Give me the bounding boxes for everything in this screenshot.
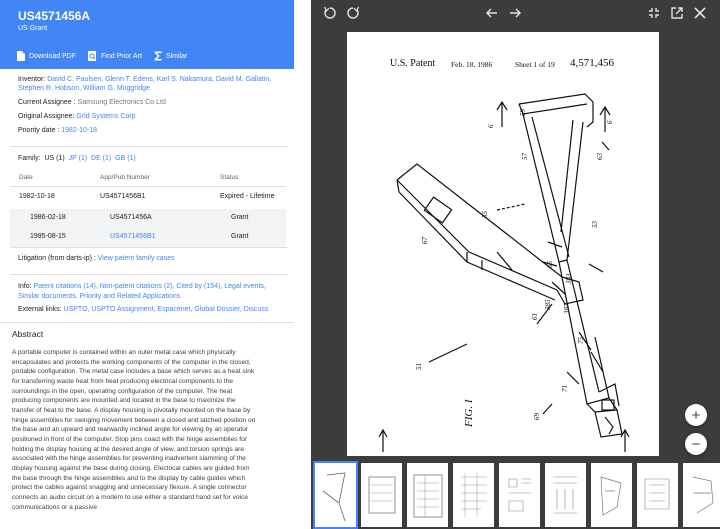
assignee-value: Samsung Electronics Co Ltd bbox=[77, 99, 166, 106]
svg-text:59: 59 bbox=[519, 109, 527, 116]
patent-figure-drawing bbox=[347, 32, 659, 456]
row-number: US4571456A bbox=[110, 214, 152, 221]
family-us: US (1) bbox=[44, 155, 65, 162]
family-jp-link[interactable]: JP (1) bbox=[68, 155, 88, 162]
svg-text:63: 63 bbox=[596, 153, 604, 160]
abstract-text: A portable computer is contained within an outer metal case which physically encapsulates and protects the working components of the computer in the closed, portable configuration. The metal case includes a base which serves as a heat sink for transferring waste heat from heat producing electrical components to the surroundings in the open, operating configuration of the computer. The heat producing components are mounted and located in the base to maximize the transfer of heat to the base. A display housing is pivotally mounted on the base by hinge assemblies for swinging movement between a closed and latched position on the base and an upward and rearwardly inclined angle for viewing by an operator positioned in front of the computer. Stop pins coact with the hinge assemblies for holding the display housing at the desired angle of view, and torsion springs are associated with the hinge assemblies for preventing inadvertent slamming of the display housing against the base during closing. Electrical cables are guided from the base through the hinge assemblies and to the display by cable guides which protect the cables against snagging and unnecessary flexure. A single connector connects an audio circuit on a modem to use either a standard hand set for voice communications or a passive bbox=[12, 349, 256, 511]
info-label: Info: bbox=[18, 283, 32, 290]
litigation-link[interactable]: View patent family cases bbox=[97, 255, 175, 262]
svg-text:387: 387 bbox=[563, 303, 571, 314]
row-date: 1995-08-15 bbox=[30, 233, 66, 240]
row-number-link[interactable]: US4571456B1 bbox=[110, 233, 156, 240]
exit-fullscreen-icon[interactable] bbox=[647, 6, 661, 20]
page-thumbnail[interactable] bbox=[407, 463, 448, 527]
drawing-date: Feb. 18, 1986 bbox=[451, 60, 493, 69]
patent-kind: US Grant bbox=[18, 25, 48, 32]
row-status: Expired - Lifetime bbox=[220, 193, 275, 200]
svg-text:65: 65 bbox=[546, 261, 554, 268]
svg-text:61: 61 bbox=[531, 313, 539, 320]
row-date: 1986-02-18 bbox=[30, 214, 66, 221]
litigation-row bbox=[18, 255, 175, 262]
svg-text:51: 51 bbox=[415, 363, 423, 370]
action-bar bbox=[0, 45, 294, 67]
row-status: Grant bbox=[231, 233, 249, 240]
original-assignee-row bbox=[0, 107, 294, 121]
page-thumbnail[interactable] bbox=[545, 463, 586, 527]
page-thumbnail[interactable] bbox=[453, 463, 494, 527]
drawing-sheet: Sheet 1 of 19 bbox=[515, 60, 555, 69]
priority-label: Priority date : bbox=[18, 127, 60, 134]
row-date: 1982-10-18 bbox=[19, 193, 55, 200]
original-assignee-label: Original Assignee: bbox=[18, 113, 75, 120]
family-de-link[interactable]: DE (1) bbox=[91, 155, 112, 162]
find-prior-art-label: Find Prior Art bbox=[101, 52, 142, 60]
table-row bbox=[10, 209, 286, 228]
row-number: US4571456B1 bbox=[100, 193, 146, 200]
page-thumbnail[interactable] bbox=[315, 463, 356, 527]
open-in-new-icon[interactable] bbox=[670, 6, 684, 20]
family-label: Family: bbox=[18, 155, 41, 162]
external-links-row bbox=[18, 306, 268, 313]
figure-label: FIG. I bbox=[463, 399, 475, 427]
family-line bbox=[18, 155, 136, 162]
col-number: App/Pub Number bbox=[100, 174, 150, 181]
svg-text:53: 53 bbox=[591, 221, 599, 228]
table-row bbox=[10, 188, 286, 207]
row-status: Grant bbox=[231, 214, 249, 221]
page-thumbnail[interactable] bbox=[361, 463, 402, 527]
patent-metadata bbox=[0, 69, 294, 135]
rotate-left-icon[interactable] bbox=[323, 6, 337, 20]
patent-info-panel bbox=[0, 0, 294, 529]
divider bbox=[0, 322, 294, 323]
download-pdf-button[interactable] bbox=[17, 51, 76, 61]
external-links[interactable]: USPTO, USPTO Assignment, Espacenet, Global Dossier, Discuss bbox=[63, 306, 269, 313]
download-pdf-label: Download PDF bbox=[29, 52, 77, 60]
info-row bbox=[18, 282, 288, 301]
drawing-title: U.S. Patent bbox=[390, 58, 436, 69]
search-document-icon bbox=[88, 51, 97, 61]
svg-text:71: 71 bbox=[561, 385, 569, 392]
assignee-label: Current Assignee : bbox=[18, 99, 76, 106]
svg-text:383: 383 bbox=[565, 273, 573, 284]
priority-row bbox=[0, 121, 294, 135]
svg-text:6: 6 bbox=[487, 124, 495, 128]
page-thumbnail[interactable] bbox=[637, 463, 678, 527]
external-label: External links: bbox=[18, 306, 62, 313]
inventors-link[interactable]: David C. Paulsen, Glenn T. Edens, Karl S. Nakamura, David M. Gallatin, Stephen R. Hobson, William G. Moggridge bbox=[18, 76, 272, 92]
info-links[interactable]: Patent citations (14), Non-patent citations (2), Cited by (154), Legal events, Similar documents, Priority and Related Applications bbox=[18, 283, 266, 300]
plus-icon: + bbox=[691, 406, 701, 424]
svg-text:6: 6 bbox=[606, 120, 614, 124]
inventor-label: Inventor: bbox=[18, 76, 46, 83]
svg-text:67: 67 bbox=[421, 237, 429, 244]
similar-label: Similar bbox=[165, 52, 188, 60]
document-icon bbox=[17, 51, 25, 61]
next-page-icon[interactable] bbox=[508, 6, 522, 20]
col-date: Date bbox=[19, 174, 33, 181]
rotate-right-icon[interactable] bbox=[346, 6, 360, 20]
thumbnail-strip bbox=[311, 461, 720, 529]
abstract-title: Abstract bbox=[12, 329, 44, 339]
divider bbox=[10, 146, 288, 147]
close-icon[interactable] bbox=[693, 6, 707, 20]
svg-text:57: 57 bbox=[521, 153, 529, 160]
pdf-viewer bbox=[311, 0, 720, 529]
col-status: Status bbox=[220, 174, 239, 181]
patent-header bbox=[0, 0, 294, 69]
find-prior-art-button[interactable] bbox=[88, 51, 142, 61]
similar-button[interactable] bbox=[154, 51, 187, 61]
page-thumbnail[interactable] bbox=[499, 463, 540, 527]
svg-text:69: 69 bbox=[533, 413, 541, 420]
previous-page-icon[interactable] bbox=[485, 6, 499, 20]
sigma-icon bbox=[154, 51, 162, 61]
table-row bbox=[10, 228, 286, 247]
zoom-out-button[interactable] bbox=[685, 433, 707, 455]
original-assignee-link[interactable]: Grid Systems Corp bbox=[76, 113, 136, 120]
table-divider bbox=[10, 186, 286, 187]
patent-drawing-page bbox=[347, 32, 659, 456]
drawing-number: 4,571,456 bbox=[570, 57, 614, 69]
viewer-toolbar bbox=[311, 0, 720, 26]
svg-text:55: 55 bbox=[481, 211, 489, 218]
zoom-in-button[interactable] bbox=[685, 404, 707, 426]
inventors-row bbox=[0, 69, 294, 93]
svg-text:75: 75 bbox=[577, 337, 585, 344]
page-thumbnail[interactable] bbox=[683, 463, 720, 527]
divider bbox=[10, 247, 288, 248]
svg-text:385: 385 bbox=[544, 299, 552, 310]
litigation-label: Litigation (from darts-ip) : bbox=[18, 255, 96, 262]
page-thumbnail[interactable] bbox=[591, 463, 632, 527]
family-gb-link[interactable]: GB (1) bbox=[115, 155, 136, 162]
minus-icon: − bbox=[691, 435, 701, 453]
assignee-row bbox=[0, 93, 294, 107]
priority-date-link[interactable]: 1982-10-18 bbox=[61, 127, 98, 134]
divider bbox=[10, 274, 288, 275]
patent-number: US4571456A bbox=[18, 9, 91, 23]
